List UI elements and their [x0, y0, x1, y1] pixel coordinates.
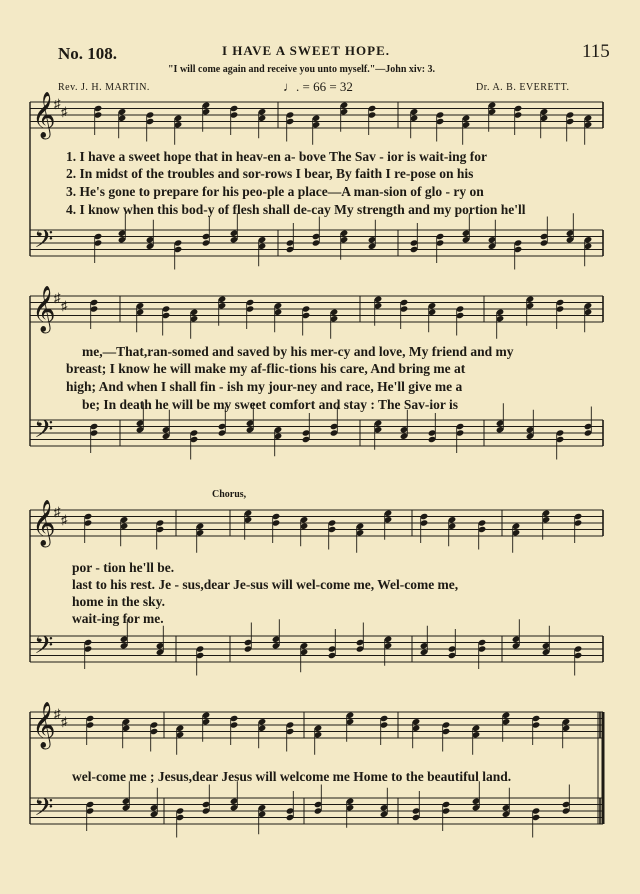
hymn-title: I HAVE A SWEET HOPE. — [222, 43, 390, 58]
treble-clef-icon: 𝄞 — [32, 702, 56, 748]
treble-clef-icon: 𝄞 — [32, 286, 56, 332]
lyric-line: wait-ing for me. — [72, 611, 164, 626]
sharp-icon: ♯ — [61, 104, 68, 119]
treble-clef-icon: 𝄞 — [32, 92, 56, 138]
lyric-line: be; In death he will be my sweet comfort and stay : The Sav-ior is — [82, 397, 458, 412]
bass-clef-icon: 𝄢 — [34, 415, 54, 450]
lyric-line: breast; I know he will make my af-flic-tions his care, And bring me at — [66, 361, 466, 376]
lyric-line: 3. He's gone to prepare for his peo-ple a place—A man-sion of glo - ry on — [66, 184, 484, 199]
bass-clef-icon: 𝄢 — [34, 793, 54, 828]
sharp-icon: ♯ — [54, 706, 61, 721]
lyric-line: 2. In midst of the troubles and sor-rows I bear, By faith I re-pose on his — [66, 166, 474, 181]
tempo-marking: ♩. = 66 = 32 — [283, 79, 353, 94]
lyric-line: por - tion he'll be. — [72, 560, 175, 575]
lyric-line: last to his rest. Je - sus,dear Je-sus will wel-come me, Wel-come me, — [72, 577, 459, 592]
page-number: 115 — [582, 41, 610, 62]
scripture-reference: "I will come again and receive you unto myself."—John xiv: 3. — [168, 64, 436, 75]
lyricist-credit: Rev. J. H. MARTIN. — [58, 82, 150, 93]
treble-clef-icon: 𝄞 — [32, 500, 56, 546]
sharp-icon: ♯ — [61, 512, 68, 527]
sharp-icon: ♯ — [61, 714, 68, 729]
sharp-icon: ♯ — [54, 290, 61, 305]
bass-clef-icon: 𝄢 — [34, 225, 54, 260]
lyric-line: home in the sky. — [72, 594, 166, 609]
bass-clef-icon: 𝄢 — [34, 631, 54, 666]
lyric-line: wel-come me ; Jesus,dear Jesus will welcome me Home to the beautiful land. — [72, 769, 512, 784]
sharp-icon: ♯ — [54, 96, 61, 111]
lyric-line: 4. I know when this bod-y of flesh shall de-cay My strength and my portion he'll — [66, 202, 526, 217]
chorus-label: Chorus, — [212, 489, 247, 500]
lyric-line: me,—That,ran-somed and saved by his mer-cy and love, My friend and my — [82, 344, 514, 359]
composer-credit: Dr. A. B. EVERETT. — [476, 82, 570, 93]
hymn-number: No. 108. — [58, 44, 118, 63]
sharp-icon: ♯ — [61, 298, 68, 313]
lyric-line: 1. I have a sweet hope that in heav-en a- bove The Sav - ior is wait-ing for — [66, 149, 487, 164]
sharp-icon: ♯ — [54, 504, 61, 519]
lyric-line: high; And when I shall fin - ish my jour-ney and race, He'll give me a — [66, 379, 463, 394]
